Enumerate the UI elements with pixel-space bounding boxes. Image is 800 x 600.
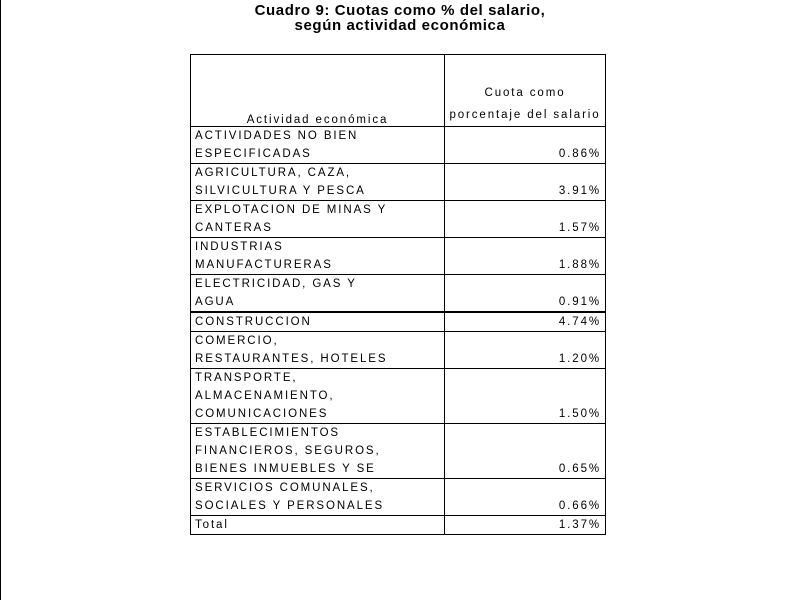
table-row	[191, 424, 606, 479]
title-line-1: Cuadro 9: Cuotas como % del salario,	[254, 2, 546, 19]
row-label: AGRICULTURA, CAZA, SILVICULTURA Y PESCA	[191, 164, 445, 201]
row-value: 3.91%	[445, 164, 606, 201]
table-row	[191, 369, 606, 424]
row-value: 1.37%	[445, 516, 606, 535]
row-label: SERVICIOS COMUNALES, SOCIALES Y PERSONALES	[191, 479, 445, 516]
row-value: 0.86%	[445, 127, 606, 164]
header-quota: Cuota como porcentaje del salario	[445, 55, 606, 127]
page-left-border	[0, 0, 1, 600]
quota-table	[190, 54, 606, 535]
row-label: INDUSTRIAS MANUFACTURERAS	[191, 238, 445, 275]
row-value: 1.50%	[445, 369, 606, 424]
row-value: 1.20%	[445, 332, 606, 369]
row-value: 1.88%	[445, 238, 606, 275]
table-row	[191, 312, 606, 332]
row-label: ESTABLECIMIENTOS FINANCIEROS, SEGUROS, BIENES INMUEBLES Y SE	[191, 424, 445, 479]
table-row	[191, 164, 606, 201]
row-label: EXPLOTACION DE MINAS Y CANTERAS	[191, 201, 445, 238]
row-label: ELECTRICIDAD, GAS Y AGUA	[191, 275, 445, 313]
row-value: 1.57%	[445, 201, 606, 238]
table-row	[191, 479, 606, 516]
row-value: 0.65%	[445, 424, 606, 479]
table-row	[191, 275, 606, 313]
row-label: TRANSPORTE, ALMACENAMIENTO, COMUNICACIONES	[191, 369, 445, 424]
table-header-row	[191, 55, 606, 127]
table-row-total	[191, 516, 606, 535]
table-row	[191, 127, 606, 164]
row-value: 4.74%	[445, 312, 606, 332]
table-row	[191, 201, 606, 238]
header-activity: Actividad económica	[191, 55, 445, 127]
title-line-2: según actividad económica	[294, 17, 506, 34]
row-label: ACTIVIDADES NO BIEN ESPECIFICADAS	[191, 127, 445, 164]
row-value: 0.91%	[445, 275, 606, 313]
table-row	[191, 238, 606, 275]
row-label: CONSTRUCCION	[191, 312, 445, 332]
table-row	[191, 332, 606, 369]
row-value: 0.66%	[445, 479, 606, 516]
row-label: Total	[191, 516, 445, 535]
row-label: COMERCIO, RESTAURANTES, HOTELES	[191, 332, 445, 369]
table-title	[0, 3, 800, 33]
